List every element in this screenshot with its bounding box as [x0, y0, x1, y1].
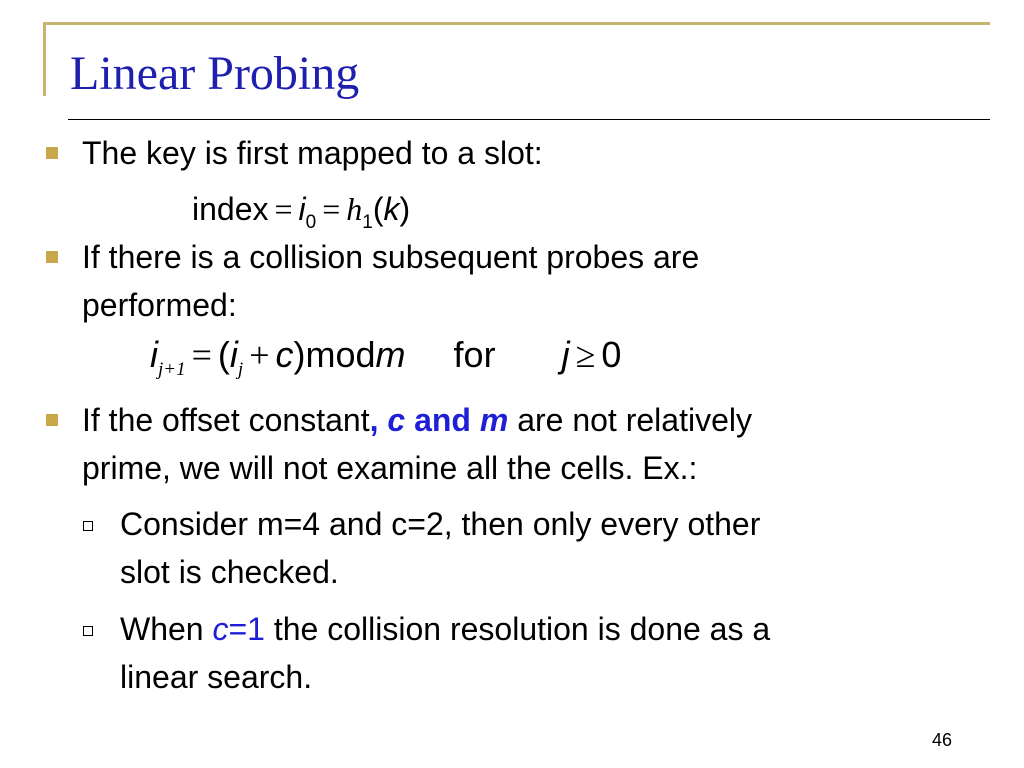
slide-title: Linear Probing — [70, 47, 360, 100]
formula-equals: = — [322, 191, 341, 227]
formula-i-subscript: j+1 — [158, 359, 186, 380]
sub-bullet-2-line-1 — [120, 605, 770, 653]
formula-lparen: ( — [217, 334, 230, 375]
bullet-3-line-2: prime, we will not examine all the cells. Ex.: — [82, 450, 698, 486]
formula-i: i — [150, 334, 158, 375]
bullet-2-line-1: If there is a collision subsequent probes are — [82, 239, 700, 275]
page-number: 46 — [931, 730, 952, 750]
frame-horizontal-bar — [43, 22, 990, 25]
formula-index — [192, 189, 410, 235]
sub-bullet-1-line-2: slot is checked. — [120, 554, 339, 590]
bullet-3-and: and — [405, 402, 480, 438]
bullet-square-icon — [46, 414, 58, 426]
formula-m: m — [375, 334, 406, 375]
formula-h: h — [346, 191, 363, 227]
bullet-3-c: c — [387, 402, 406, 438]
bullet-3-comma: , — [369, 402, 388, 438]
bullet-3-m: m — [479, 402, 509, 438]
formula-ge: ≥ — [575, 335, 596, 375]
formula-rparen: ) — [293, 334, 306, 375]
formula-zero: 0 — [601, 334, 622, 375]
formula-i-subscript: 0 — [305, 212, 317, 233]
sub-bullet-2-c: c — [212, 611, 229, 647]
sub-bullet-2-line-2: linear search. — [120, 659, 313, 695]
formula-for: for — [453, 334, 496, 375]
sub-bullet-square-icon — [83, 626, 93, 636]
formula-ij: i — [229, 334, 238, 375]
formula-probe — [150, 333, 621, 384]
formula-j: j — [561, 334, 570, 375]
frame-vertical-bar — [43, 22, 46, 96]
bullet-3-line-1 — [82, 396, 752, 444]
bullet-square-icon — [46, 251, 58, 263]
bullet-3-pre: If the offset constant — [82, 402, 370, 438]
formula-index-word: index — [192, 191, 269, 227]
bullet-2-line-2: performed: — [82, 287, 237, 323]
sub-bullet-1-line-1: Consider m=4 and c=2, then only every other — [120, 506, 761, 542]
formula-plus: + — [249, 335, 270, 375]
sub-bullet-2-pre: When — [120, 611, 213, 647]
formula-ij-subscript: j — [237, 359, 244, 380]
formula-i: i — [298, 191, 306, 227]
formula-c: c — [275, 334, 294, 375]
bullet-square-icon — [46, 147, 58, 159]
sub-bullet-square-icon — [83, 521, 93, 531]
formula-equals: = — [191, 335, 212, 375]
formula-mod: mod — [305, 334, 376, 375]
bullet-3-post: are not relatively — [508, 402, 752, 438]
bullet-1-text: The key is first mapped to a slot: — [82, 135, 543, 171]
sub-bullet-2-post: the collision resolution is done as a — [264, 611, 771, 647]
formula-k: k — [383, 191, 400, 227]
formula-lparen: ( — [372, 191, 384, 227]
sub-bullet-2-eq: =1 — [228, 611, 265, 647]
formula-equals: = — [274, 191, 293, 227]
formula-h-subscript: 1 — [362, 212, 373, 233]
formula-rparen: ) — [399, 191, 411, 227]
title-underline — [68, 119, 990, 120]
